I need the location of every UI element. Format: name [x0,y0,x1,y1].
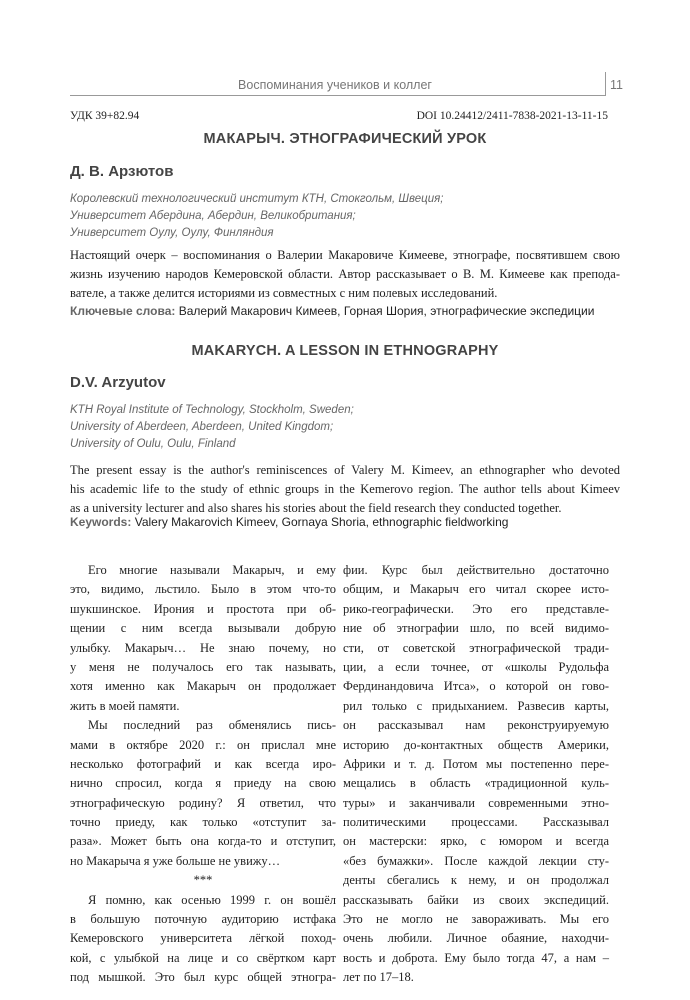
abstract-en [70,461,620,518]
body-line: улыбку. Макарыч… Не знаю почему, но [70,640,336,655]
article-title-ru: МАКАРЫЧ. ЭТНОГРАФИЧЕСКИЙ УРОК [203,131,487,147]
body-line: Это не могло не завораживать. Мы его [343,912,609,927]
body-line: Африки и т. д. Потом мы постепенно пере- [343,756,609,771]
body-line: сти, от советской этнографической тради- [343,640,609,655]
affiliations-ru [70,191,443,242]
body-line: этнографическую родину? Я ответил, что [70,795,336,810]
body-line: жить в моей памяти. [70,698,180,713]
keywords-ru [70,304,630,318]
body-line: но Макарыча я уже больше не увижу… [70,853,281,868]
affiliation-ru-3: Университет Оулу, Оулу, Финляндия [70,227,274,239]
body-line: очень любили. Личное обаяние, находчи- [343,931,609,946]
body-line: вость и доброта. Ему было тогда 47, а нам – [343,950,609,965]
body-right-column [343,561,609,988]
body-line: рико-географически. Это его представле- [343,601,609,616]
page-number: 11 [610,78,623,92]
body-line: несколько фотографий и как всегда иро- [70,756,336,771]
body-line: точно приеду, как только «отступит за- [70,815,336,830]
body-line: у меня не получалось его так называть, [70,659,336,674]
abstract-en-line: as a university lecturer and also shares his stories about the field research they conducted together. [70,501,562,515]
body-line: рассказывать байки из своих экспедиций. [343,892,609,907]
header-divider [605,72,606,96]
keywords-label-ru: Ключевые слова: [70,304,176,318]
body-line: кой, с улыбкой на лице и со свёртком карт [70,950,336,965]
author-name-en: D.V. Arzyutov [70,374,166,391]
keywords-en [70,515,630,529]
udk-code: УДК 39+82.94 [70,110,140,122]
body-line: мещались в область «традиционной куль- [343,776,609,791]
body-line: мами в октябре 2020 г.: он прислал мне [70,737,336,752]
body-line: Я помню, как осенью 1999 г. он вошёл [88,892,336,907]
body-line: общим, и Макарыч его читал скорее исто- [343,582,609,597]
body-line: денты сбегались к нему, и он продолжал [343,873,609,888]
body-line: он рассказывал нам реконструируемую [343,718,609,733]
affiliation-en-1: KTH Royal Institute of Technology, Stockholm, Sweden; [70,404,354,416]
body-line: фии. Курс был действительно достаточно [343,563,609,577]
body-line: под мышкой. Это был курс общей этногра- [70,970,336,985]
body-line: шукшинское. Ирония и простота при об- [70,601,336,616]
body-line: ции, а если точнее, от «школы Рудольфа [343,659,609,674]
body-line: ние об этнографии шло, по всей видимо- [343,621,609,636]
body-line: щении с ним всегда вызывали добрую [70,621,336,636]
abstract-ru-line: Настоящий очерк – воспоминания о Валерии Макаровиче Кимееве, этнографе, посвятившем свою [70,248,620,262]
body-line: хотя именно как Макарыч он продолжает [70,679,336,694]
body-line: туры» и заканчивали современными этно- [343,795,609,810]
body-line: Его многие называли Макарыч, и ему [88,563,336,577]
abstract-ru-line: жизнь изучению народов Кемеровской области. Автор рассказывает о В. М. Кимееве как препода- [70,267,620,281]
body-line: нично спросил, когда я приеду на свою [70,776,336,791]
affiliation-ru-2: Университет Абердина, Абердин, Великобритания; [70,210,356,222]
body-line: Фердинандовича Итса», о которой он гово- [343,679,609,694]
body-line: он мастерски: ярко, с юмором и всегда [343,834,609,849]
keywords-label-en: Keywords: [70,515,132,529]
affiliation-en-3: University of Oulu, Oulu, Finland [70,438,236,450]
body-line: раза». Может быть она когда-то и отступит, [70,834,336,849]
abstract-en-line: his academic life to the study of ethnic groups in the Kemerovo region. The author tells about Kimeev [70,482,620,496]
section-separator: *** [193,873,213,888]
affiliations-en [70,402,354,453]
abstract-en-line: The present essay is the author's reminiscences of Valery M. Kimeev, an ethnographer who devoted [70,463,620,477]
doi: DOI 10.24412/2411-7838-2021-13-11-15 [416,110,608,122]
body-line: Мы последний раз обменялись пись- [88,718,336,733]
affiliation-en-2: University of Aberdeen, Aberdeen, United Kingdom; [70,421,334,433]
body-line: Кемеровского университета лёгкой поход- [70,931,336,946]
body-line: лет по 17–18. [343,970,414,985]
article-title-en: MAKARYCH. A LESSON IN ETHNOGRAPHY [191,343,499,359]
body-left-column [70,561,336,988]
author-name-ru: Д. В. Арзютов [70,163,174,180]
body-line: в большую поточную аудиторию истфака [70,912,336,927]
abstract-ru [70,246,620,303]
body-line: это, видимо, льстило. Было в этом что-то [70,582,336,597]
keywords-text-en: Valery Makarovich Kimeev, Gornaya Shoria, ethnographic fieldworking [134,515,509,529]
running-header: Воспоминания учеников и коллег [238,78,432,92]
affiliation-ru-1: Королевский технологический институт КТН, Стокгольм, Швеция; [70,193,444,205]
body-line: рил только с придыханием. Развесив карты, [343,698,609,713]
header-rule [70,95,605,96]
abstract-ru-line: вателе, а также делится историями из совместных с ним полевых исследований. [70,286,498,300]
body-line: историю до-контактных обществ Америки, [343,737,609,752]
keywords-text-ru: Валерий Макарович Кимеев, Горная Шория, этнографические экспедиции [178,304,595,318]
body-line: политическими процессами. Рассказывал [343,815,609,830]
body-line: «без бумажки». После каждой лекции сту- [343,853,609,868]
